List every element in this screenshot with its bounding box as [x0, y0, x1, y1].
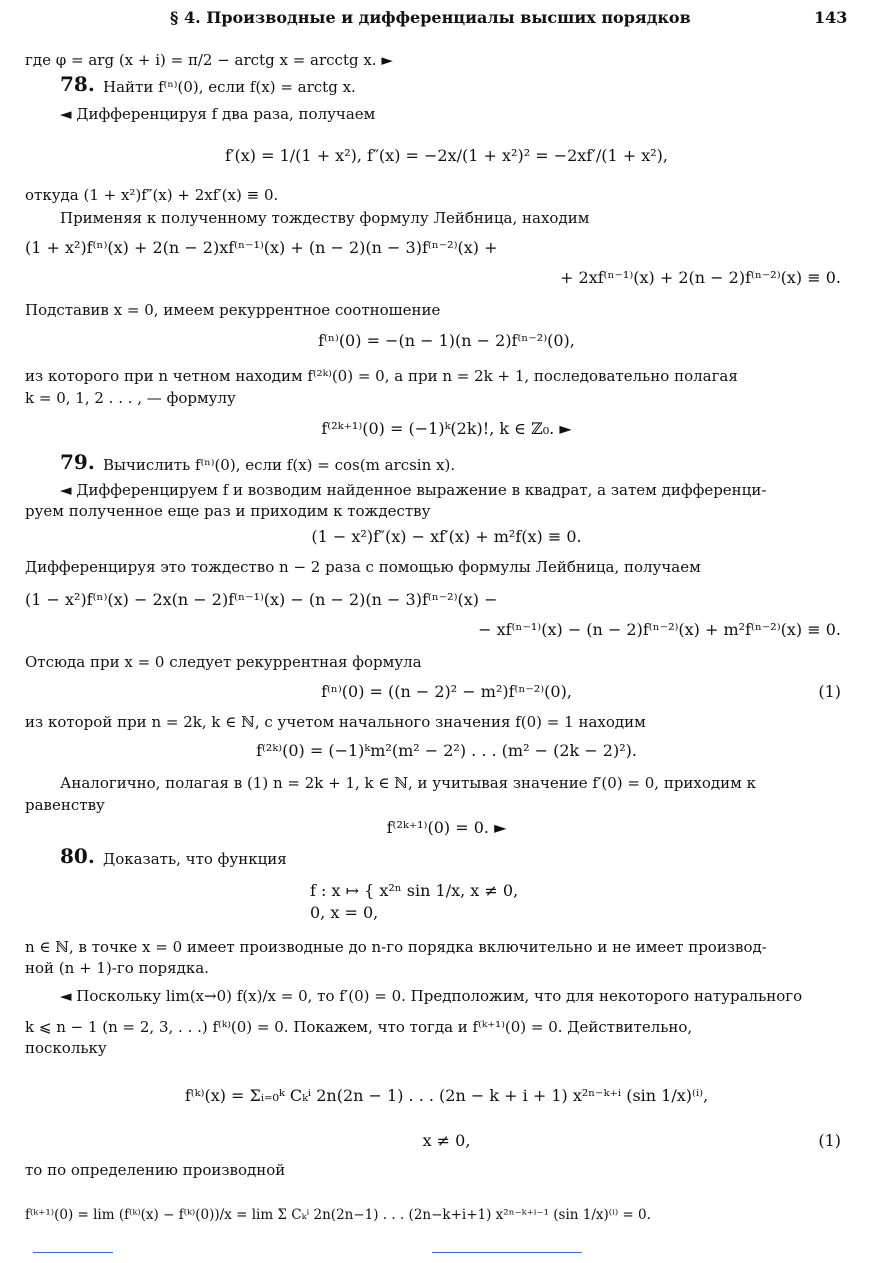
equation-number: (1) — [818, 1131, 841, 1150]
page-number: 143 — [814, 8, 848, 27]
formula: 0, x = 0, — [310, 903, 379, 922]
text-line: ◄ Дифференцируя f два раза, получаем — [60, 105, 376, 123]
text-line: Отсюда при x = 0 следует рекуррентная формула — [25, 653, 422, 671]
formula: f⁽²ᵏ⁾(0) = (−1)ᵏm²(m² − 2²) . . . (m² − (2k − 2)²). — [256, 741, 637, 760]
text-line: k = 0, 1, 2 . . . , — формулу — [25, 389, 236, 407]
formula: f : x ↦ { x²ⁿ sin 1/x, x ≠ 0, — [310, 881, 519, 900]
text-line: n ∈ ℕ, в точке x = 0 имеет производные до n-го порядка включительно и не имеет производ- — [25, 938, 767, 956]
text-line: Подставив x = 0, имеем рекуррентное соотношение — [25, 301, 441, 319]
text-line: из которого при n четном находим f⁽²ᵏ⁾(0) = 0, а при n = 2k + 1, последовательно полагая — [25, 367, 738, 385]
problem-statement: Найти f⁽ⁿ⁾(0), если f(x) = arctg x. — [103, 78, 356, 96]
text-line: k ⩽ n − 1 (n = 2, 3, . . .) f⁽ᵏ⁾(0) = 0. Покажем, что тогда и f⁽ᵏ⁺¹⁾(0) = 0. Действительно, — [25, 1018, 693, 1036]
problem-number: 80. — [60, 844, 95, 868]
footer-line-left — [33, 1252, 113, 1253]
text-line: равенству — [25, 796, 105, 814]
problem-number: 78. — [60, 72, 95, 96]
equation-number: (1) — [818, 682, 841, 701]
text-line: ◄ Поскольку lim(x→0) f(x)/x = 0, то f′(0) = 0. Предположим, что для некоторого натурального — [60, 987, 803, 1005]
formula: (1 + x²)f⁽ⁿ⁾(x) + 2(n − 2)xf⁽ⁿ⁻¹⁾(x) + (n − 2)(n − 3)f⁽ⁿ⁻²⁾(x) + — [25, 238, 498, 257]
text-line: руем полученное еще раз и приходим к тождеству — [25, 502, 431, 520]
footer-line-center — [432, 1252, 582, 1253]
text-line: ной (n + 1)-го порядка. — [25, 959, 209, 977]
formula: f⁽ⁿ⁾(0) = −(n − 1)(n − 2)f⁽ⁿ⁻²⁾(0), — [318, 331, 575, 350]
text-line: поскольку — [25, 1039, 107, 1057]
text-line: Применяя к полученному тождеству формулу Лейбница, находим — [60, 209, 590, 227]
formula: f⁽²ᵏ⁺¹⁾(0) = 0. ► — [386, 818, 507, 837]
problem-number: 79. — [60, 450, 95, 474]
problem-statement: Доказать, что функция — [103, 850, 287, 868]
formula: f⁽ⁿ⁾(0) = ((n − 2)² − m²)f⁽ⁿ⁻²⁾(0), — [321, 682, 572, 701]
formula: f⁽ᵏ⁺¹⁾(0) = lim (f⁽ᵏ⁾(x) − f⁽ᵏ⁾(0))/x = lim Σ Cₖⁱ 2n(2n−1) . . . (2n−k+i+1) x²ⁿ⁻ᵏ⁺ⁱ⁻¹ (sin 1/x)⁽ⁱ⁾ = 0. — [25, 1207, 651, 1223]
text-line: ◄ Дифференцируем f и возводим найденное выражение в квадрат, а затем дифференци- — [60, 481, 767, 499]
problem-statement: Вычислить f⁽ⁿ⁾(0), если f(x) = cos(m arcsin x). — [103, 456, 456, 474]
text-line: откуда (1 + x²)f″(x) + 2xf′(x) ≡ 0. — [25, 186, 279, 204]
formula: (1 − x²)f⁽ⁿ⁾(x) − 2x(n − 2)f⁽ⁿ⁻¹⁾(x) − (n − 2)(n − 3)f⁽ⁿ⁻²⁾(x) − — [25, 590, 498, 609]
formula: f′(x) = 1/(1 + x²), f″(x) = −2x/(1 + x²)² = −2xf′/(1 + x²), — [224, 146, 669, 165]
formula: + 2xf⁽ⁿ⁻¹⁾(x) + 2(n − 2)f⁽ⁿ⁻²⁾(x) ≡ 0. — [560, 268, 841, 287]
text-line: из которой при n = 2k, k ∈ ℕ, с учетом начального значения f(0) = 1 находим — [25, 713, 646, 731]
formula: (1 − x²)f″(x) − xf′(x) + m²f(x) ≡ 0. — [311, 527, 582, 546]
text-line: где φ = arg (x + i) = π/2 − arctg x = arcctg x. ► — [25, 51, 393, 69]
formula: f⁽²ᵏ⁺¹⁾(0) = (−1)ᵏ(2k)!, k ∈ ℤ₀. ► — [321, 419, 572, 438]
formula: f⁽ᵏ⁾(x) = Σᵢ₌₀ᵏ Cₖⁱ 2n(2n − 1) . . . (2n − k + i + 1) x²ⁿ⁻ᵏ⁺ⁱ (sin 1/x)⁽ⁱ⁾, — [184, 1086, 709, 1105]
text-line: то по определению производной — [25, 1161, 286, 1179]
formula: − xf⁽ⁿ⁻¹⁾(x) − (n − 2)f⁽ⁿ⁻²⁾(x) + m²f⁽ⁿ⁻²⁾(x) ≡ 0. — [478, 620, 841, 639]
text-line: Дифференцируя это тождество n − 2 раза с помощью формулы Лейбница, получаем — [25, 558, 701, 576]
formula: x ≠ 0, — [422, 1131, 471, 1150]
running-header: § 4. Производные и дифференциалы высших порядков — [170, 8, 691, 27]
text-line: Аналогично, полагая в (1) n = 2k + 1, k ∈ ℕ, и учитывая значение f′(0) = 0, приходим к — [60, 774, 756, 792]
